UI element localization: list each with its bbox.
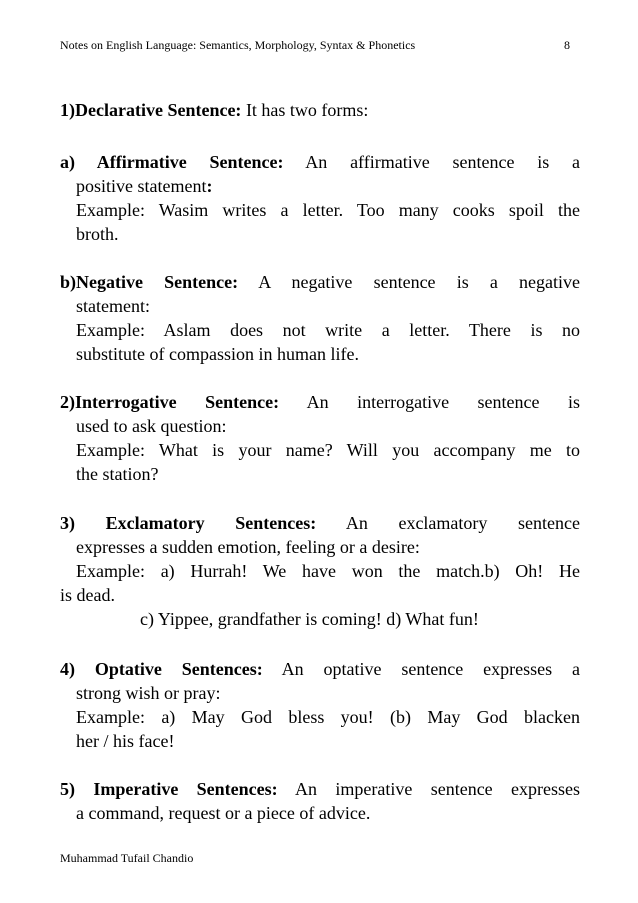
exclamatory-line1: An exclamatory sentence xyxy=(316,513,580,533)
exclamatory-line4: is dead. xyxy=(60,585,115,605)
heading-negative: b)Negative Sentence: xyxy=(60,272,239,292)
interrogative-line1: An interrogative sentence is xyxy=(279,392,581,412)
interrogative-line2: used to ask question: xyxy=(76,416,227,436)
optative-line2: strong wish or pray: xyxy=(76,683,221,703)
affirmative-colon: : xyxy=(206,176,213,196)
negative-line4: substitute of compassion in human life. xyxy=(76,344,359,364)
heading-optative: 4) Optative Sentences: xyxy=(60,659,263,679)
affirmative-line1: An affirmative sentence is a xyxy=(283,152,580,172)
page-number: 8 xyxy=(564,38,570,52)
section-negative xyxy=(60,270,580,366)
interrogative-example: Example: What is your name? Will you accompany me to xyxy=(76,440,580,460)
section-interrogative xyxy=(60,390,580,486)
header-title: Notes on English Language: Semantics, Morphology, Syntax & Phonetics xyxy=(60,38,416,52)
imperative-line1: An imperative sentence expresses xyxy=(277,779,580,799)
affirmative-line2: positive statement xyxy=(76,176,207,196)
footer-author: Muhammad Tufail Chandio xyxy=(60,851,194,865)
heading-exclamatory: 3) Exclamatory Sentences: xyxy=(60,513,317,533)
exclamatory-line2: expresses a sudden emotion, feeling or a desire: xyxy=(76,537,420,557)
heading-imperative: 5) Imperative Sentences: xyxy=(60,779,278,799)
imperative-line2: a command, request or a piece of advice. xyxy=(76,803,371,823)
exclamatory-example: Example: a) Hurrah! We have won the match.b) Oh! He xyxy=(76,561,580,581)
negative-line2: statement: xyxy=(76,296,150,316)
heading-affirmative: a) Affirmative Sentence: xyxy=(60,152,284,172)
section-imperative xyxy=(60,777,580,825)
negative-line1: A negative sentence is a negative xyxy=(238,272,580,292)
exclamatory-line5: c) Yippee, grandfather is coming! d) What fun! xyxy=(140,609,479,629)
section-affirmative xyxy=(60,150,580,246)
heading-interrogative: 2)Interrogative Sentence: xyxy=(60,392,280,412)
affirmative-line4: broth. xyxy=(76,224,119,244)
section-optative xyxy=(60,657,580,753)
heading-declarative: 1)Declarative Sentence: xyxy=(60,100,242,120)
declarative-text: It has two forms: xyxy=(241,100,369,120)
optative-line1: An optative sentence expresses a xyxy=(262,659,580,679)
affirmative-example: Example: Wasim writes a letter. Too many cooks spoil the xyxy=(76,200,580,220)
optative-example: Example: a) May God bless you! (b) May God blacken xyxy=(76,707,580,727)
section-declarative xyxy=(60,98,580,122)
negative-example: Example: Aslam does not write a letter. There is no xyxy=(76,320,580,340)
section-exclamatory xyxy=(60,511,580,631)
optative-line4: her / his face! xyxy=(76,731,175,751)
interrogative-line4: the station? xyxy=(76,464,159,484)
